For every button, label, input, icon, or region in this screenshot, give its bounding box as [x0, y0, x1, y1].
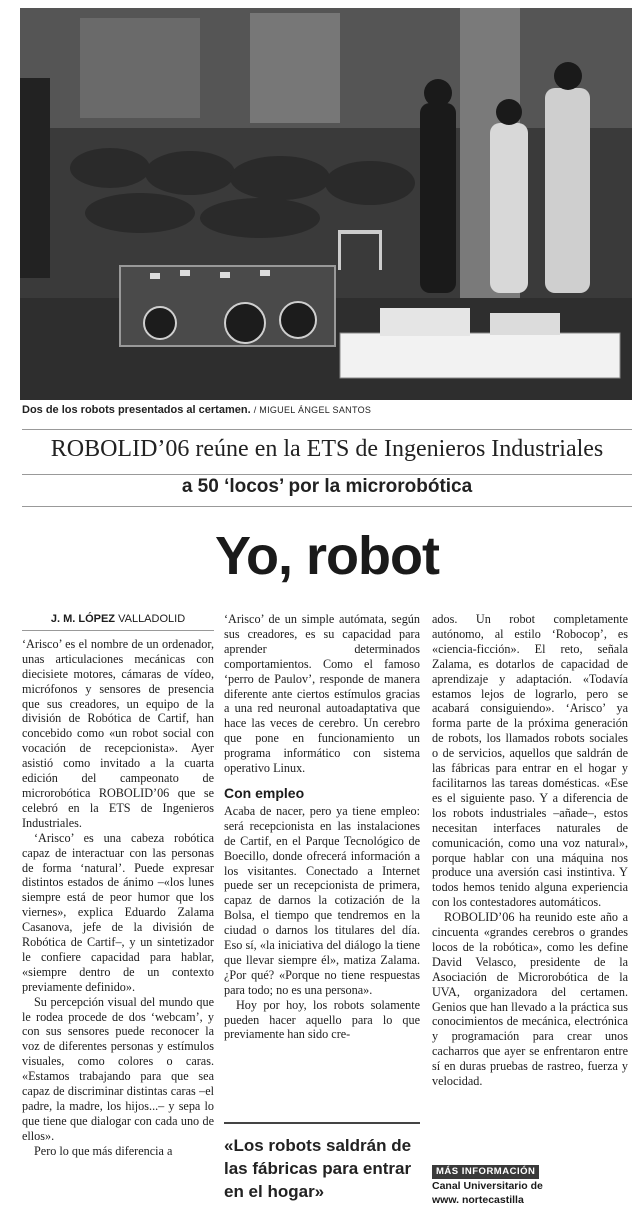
- photo-illustration: [20, 8, 632, 400]
- paragraph: ados. Un robot completamente autónomo, al estilo ‘Robocop’, es «ciencia-ficción». El reto, señala Zalama, es dotarlos de capacidad de aprendizaje y adaptación. «Todavía estamos lejos de lograrlo, pero se acabará consiguiendo». ‘Arisco’ ya forma parte de la próxima generación de robots, los llamados robots sociales o de servicios, aquellos que saldrán de las fábricas para entrar en el hogar y facilitarnos las tareas domésticas. «Ese es el siguiente paso. Y a diferencia de los robots industriales –añade–, estos necesitan interfaces naturales de comunicación, como una voz natural», porque hablar con una máquina nos produce una aversión casi instintiva. Y todos hemos tenido alguna experiencia con los contestadores automáticos.: [432, 612, 628, 910]
- kicker: ROBOLID’06 reúne en la ETS de Ingenieros Industriales: [50, 436, 604, 462]
- subhead: Con empleo: [224, 784, 305, 801]
- paragraph: ‘Arisco’ es una cabeza robótica capaz de interactuar con las personas de forma ‘natural’. Puede expresar distintos estados de ánimo –«los lunes siempre está de peor humor que los viernes», explica Eduardo Zalama Casanova, jefe de la división de Robótica de Cartif–, y un sintetizador le confiere capacidad para hablar, «siempre dentro de un contexto previamente definido».: [22, 830, 214, 994]
- more-info-box: [432, 1164, 628, 1207]
- more-info-line: Canal Universitario de: [432, 1180, 543, 1192]
- author: J. M. LÓPEZ: [50, 613, 116, 625]
- kicker-secondary: a 50 ‘locos’ por la microrobótica: [181, 476, 473, 497]
- byline: [22, 612, 214, 631]
- paragraph: Hoy por hoy, los robots solamente pueden hacer aquello para lo que previamente han sido cre-: [224, 997, 420, 1042]
- column-1: [22, 612, 214, 1159]
- paragraph: Pero lo que más diferencia a: [34, 1143, 173, 1158]
- column-3: [432, 612, 628, 1089]
- more-info-link[interactable]: www. nortecastilla: [432, 1194, 524, 1206]
- paragraph: ‘Arisco’ de un simple autómata, según sus creadores, es su capacidad para aprender determinados comportamientos. Como el famoso ‘perro de Paulov’, responde de manera diferente ante ciertos estímulos gracias a una red neuronal autoadaptativa que hace las veces de cerebro. Un cerebro que pone en funcionamiento un programa informático con sistema operativo Linux.: [224, 612, 420, 776]
- caption-text: Dos de los robots presentados al certamen.: [22, 404, 251, 416]
- divider: [22, 474, 632, 475]
- paragraph: ROBOLID’06 ha reunido este año a cincuenta «grandes cerebros o grandes locos de la robótica», como les define David Velasco, presidente de la Asociación de Microrobótica de la UVA, organizadora del certamen. Genios que han llevado a la práctica sus conocimientos de mecánica, electrónica y programación para crear unos cacharros que ayer se enfrentaron entre sí en duras pruebas de rastreo, fuerza y velocidad.: [432, 910, 628, 1089]
- divider: [22, 429, 632, 430]
- article-photo: [20, 8, 632, 400]
- divider: [22, 506, 632, 507]
- photo-credit: / MIGUEL ÁNGEL SANTOS: [253, 405, 372, 415]
- more-info-tag: MÁS INFORMACIÓN: [432, 1165, 539, 1179]
- headline: Yo, robot: [215, 526, 439, 586]
- photo-caption: [22, 404, 632, 420]
- paragraph: Acaba de nacer, pero ya tiene empleo: será recepcionista en las instalaciones de Cartif, en el Parque Tecnológico de Boecillo, donde ofrecerá información a los visitantes. Conectado a Internet puede ser un recepcionista de primera, capaz de darnos la cotización de la Bolsa, el tiempo que tendremos en la ciudad o darnos los titulares del día. Eso sí, «la iniciativa del diálogo la tiene que llevar siempre él», matiza Zalama. ¿Por qué? «Porque no tiene respuestas para todo; no es una persona».: [224, 803, 420, 997]
- paragraph: ‘Arisco’ es el nombre de un ordenador, unas articulaciones mecánicas con diecisiete motores, cámaras de vídeo, micrófonos y sensores de presencia que sus creadores, un equipo de la división de Robótica de Cartif, han concebido como «un robot social con vocación de recepcionista». Ayer asistió como invitado a la cuarta edición del campeonato de microrobótica ROBOLID’06 que se celebró en la ETS de Ingenieros Industriales.: [22, 636, 214, 830]
- paragraph: Su percepción visual del mundo que le rodea procede de dos ‘webcam’, y con sus sensores puede reconocer la voz de diferentes personas y estímulos visuales, como colores o caras. «Estamos trabajando para que sea capaz de discriminar distintas caras –el padre, la madre, los hijos...– y sepa lo que tiene que dialogar con cada uno de ellos».: [22, 994, 214, 1143]
- column-2: [224, 612, 420, 1042]
- pull-quote: «Los robots saldrán de las fábricas para entrar en el hogar»: [224, 1122, 420, 1203]
- dateline: VALLADOLID: [118, 613, 186, 625]
